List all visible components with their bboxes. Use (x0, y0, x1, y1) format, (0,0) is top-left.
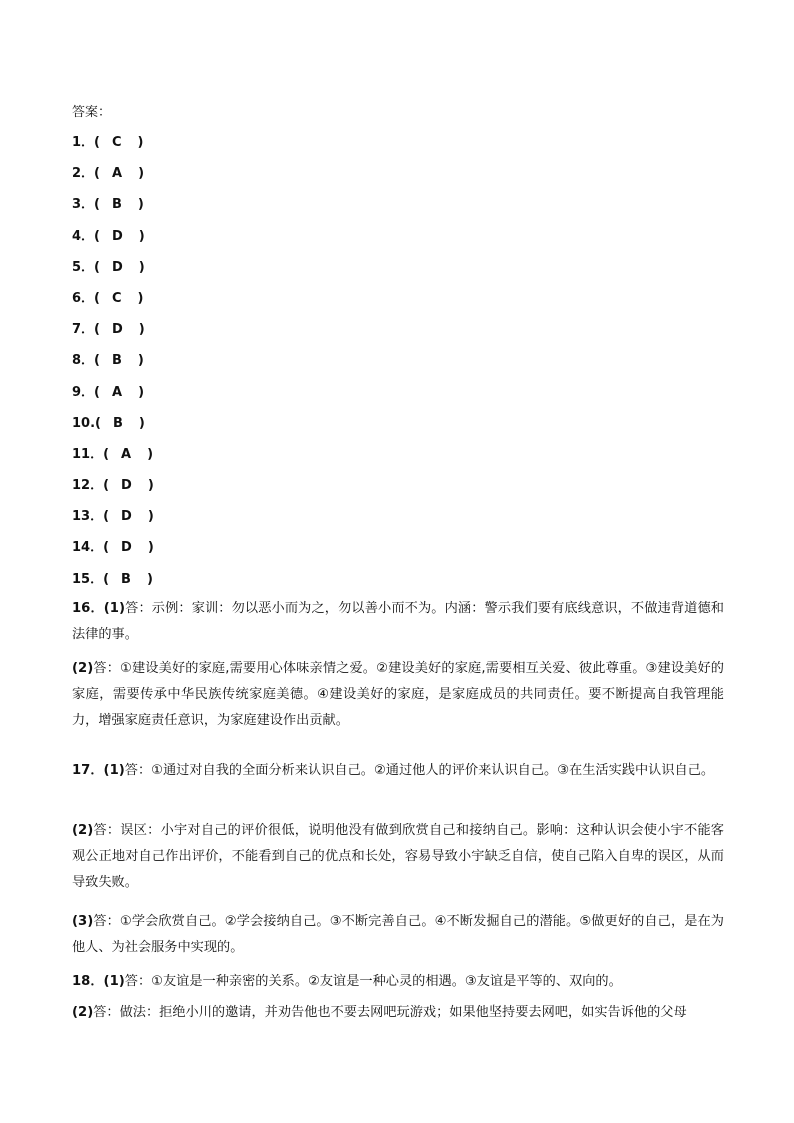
question-17-part-3: (3)答：①学会欣赏自己。②学会接纳自己。③不断完善自己。④不断发掘自己的潜能。⑤做更好的自己，是在为他人、为社会服务中实现的。 (72, 914, 724, 955)
multiple-choice-answers (72, 134, 724, 602)
question-17-part-1: 17．(1)答：①通过对自我的全面分析来认识自己。②通过他人的评价来认识自己。③在生活实践中认识自己。 (72, 763, 715, 778)
mc-answer-item: 14．( D ) (72, 540, 154, 556)
mc-answer-item: 9．( A ) (72, 384, 145, 400)
mc-answer-item: 6．( C ) (72, 290, 144, 306)
mc-answer-item: 7．( D ) (72, 322, 145, 338)
question-18-part-1: 18．(1)答：①友谊是一种亲密的关系。②友谊是一种心灵的相遇。③友谊是平等的、双向的。 (72, 974, 622, 989)
mc-answer-item: 3．( B ) (72, 197, 144, 213)
mc-answer-item: 12．( D ) (72, 478, 154, 494)
mc-answer-item: 4．( D ) (72, 228, 145, 244)
mc-answer-item: 11．( A ) (72, 446, 154, 462)
question-16-part-2: (2)答：①建设美好的家庭,需要用心体味亲情之爱。②建设美好的家庭,需要相互关爱、彼此尊重。③建设美好的家庭，需要传承中华民族传统家庭美德。④建设美好的家庭，是家庭成员的共同责任。要不断提高自我管理能力，增强家庭责任意识，为家庭建设作出贡献。 (72, 661, 724, 728)
mc-answer-item: 10.( B ) (72, 415, 145, 431)
mc-answer-item: 8．( B ) (72, 353, 144, 369)
question-18-part-2: (2)答：做法：拒绝小川的邀请，并劝告他也不要去网吧玩游戏；如果他坚持要去网吧，如实告诉他的父母 (72, 1005, 687, 1020)
answer-heading: 答案： (72, 105, 112, 120)
mc-answer-item: 13．( D ) (72, 509, 154, 525)
question-16-part-1: 16．(1)答：示例：家训：勿以恶小而为之，勿以善小而不为。内涵：警示我们要有底线意识，不做违背道德和法律的事。 (72, 601, 724, 642)
mc-answer-item: 2．( A ) (72, 166, 145, 182)
mc-answer-item: 1．( C ) (72, 135, 144, 150)
question-17-part-2: (2)答：误区：小宇对自己的评价很低，说明他没有做到欣赏自己和接纳自己。影响：这种认识会使小宇不能客观公正地对自己作出评价，不能看到自己的优点和长处，容易导致小宇缺乏自信，使自己陷入自卑的误区，从而导致失败。 (72, 823, 724, 890)
mc-answer-item: 15．( B ) (72, 571, 153, 587)
mc-answer-item: 5．( D ) (72, 259, 145, 275)
